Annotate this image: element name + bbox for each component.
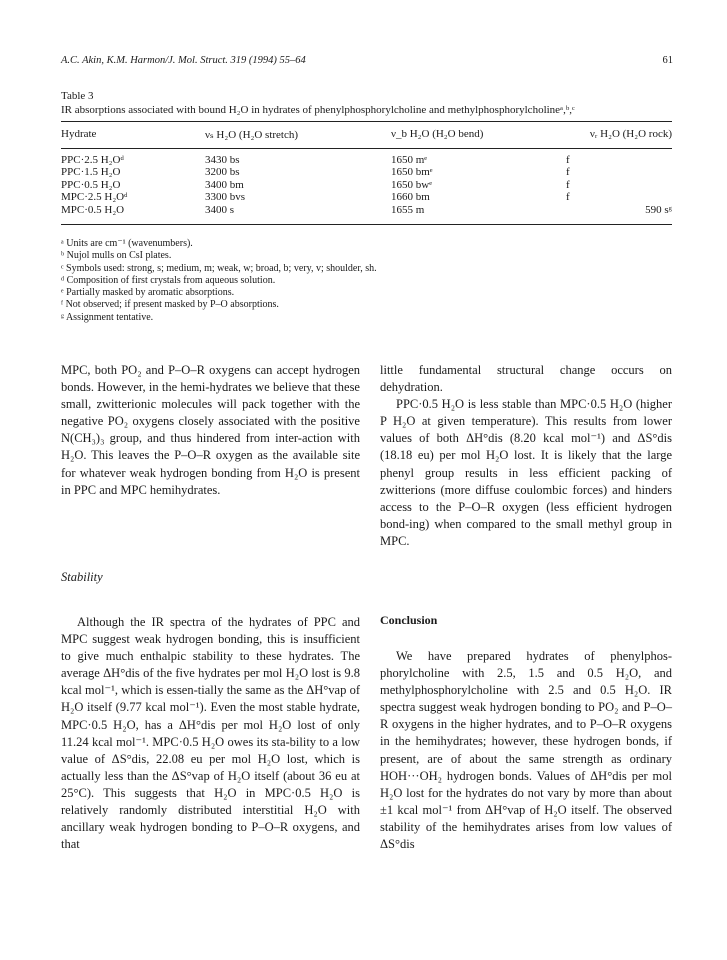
cell-rock: 590 sᵍ: [645, 203, 672, 216]
table-body: [61, 154, 672, 216]
cell-bend: 1650 mᵉ: [391, 154, 428, 166]
cell-rock: f: [566, 154, 570, 166]
paragraph: We have prepared hydrates of phenylphos-phorylcholine with 2.5, 1.5 and 0.5 H₂O, and methylphosphorylcholine with 2.5 and 0.5 H₂O. IR spectra suggest weak hydrogen bonding to PO₂ and P–O–R oxygens in the higher hydrates, and to P–O–R oxygens in the hemihydrates; however, these hydrogen bonds, if present, are of about the same strength as ordinary HOH···OH₂ hydrogen bonds. Values of ΔH°dis per mol H₂O lost for the hydrates do not vary by more than about ±1 kcal mol⁻¹ from ΔH°vap of H₂O itself. The observed stability of the hemihydrates arises from low values of ΔS°dis: [380, 649, 672, 852]
table-header-row: [61, 128, 672, 142]
cell-bend: 1660 bm: [391, 191, 430, 204]
footnote-c: ᶜ Symbols used: strong, s; medium, m; weak, w; broad, b; very, v; shoulder, sh.: [61, 262, 377, 274]
table-row: [61, 204, 672, 216]
paragraph: little fundamental structural change occurs on dehydration.: [380, 363, 672, 395]
paragraph: PPC·0.5 H₂O is less stable than MPC·0.5 H₂O (higher P H₂O at given temperature). This results from lower values of both ΔH°dis (8.20 kcal mol⁻¹) and ΔS°dis (18.18 eu) per mol H₂O lost. It is likely that the large phenyl group results in less efficient packing of zwitterions (more diffuse coulombic forces) and hinders access to the P–O–R oxygen (less efficient hydrogen bond-ing) when compared to the small methyl group in MPC.: [380, 397, 672, 548]
cell-bend: 1655 m: [391, 203, 425, 216]
cell-rock: f: [566, 191, 570, 204]
cell-stretch: 3300 bvs: [205, 191, 246, 204]
cell-stretch: 3400 bm: [205, 178, 244, 191]
cell-rock: f: [566, 178, 570, 191]
cell-stretch: 3400 s: [205, 203, 235, 216]
table-bottom-rule: [61, 224, 672, 225]
cell-bend: 1650 bwᵉ: [391, 178, 433, 191]
left-column-para2: [61, 614, 360, 853]
table-header-rule: [61, 148, 672, 149]
footnote-d: ᵈ Composition of first crystals from aqueous solution.: [61, 274, 276, 286]
cell-rock: f: [566, 166, 570, 179]
cell-bend: 1650 bmᵉ: [391, 166, 433, 179]
cell-hydrate: PPC·1.5 H₂O: [61, 166, 121, 179]
footnote-g: ᵍ Assignment tentative.: [61, 311, 154, 323]
section-heading-stability: Stability: [61, 570, 103, 584]
cell-hydrate: MPC·2.5 H₂Oᵈ: [61, 191, 128, 204]
footnote-f: ᶠ Not observed; if present masked by P–O absorptions.: [61, 299, 279, 311]
table-row: [61, 191, 672, 203]
paragraph: MPC, both PO₂ and P–O–R oxygens can accept hydrogen bonds. However, in the hemi-hydrates we believe that these small, zwitterionic molecules will pack together with the negative PO₂ oxygens closely associated with the positive N(CH₃)₃ group, and thus hindered from inter-action with H₂O. This leaves the P–O–R oxygen as the available site for whatever weak hydrogen bonding from H₂O is present in PPC and MPC hemihydrates.: [61, 363, 360, 497]
right-column-para1: [380, 362, 672, 550]
table-row: [61, 154, 672, 166]
table-row: [61, 179, 672, 191]
column-header-stretch: νₛ H₂O (H₂O stretch): [205, 129, 299, 141]
right-column-para3: [380, 648, 672, 853]
cell-stretch: 3200 bs: [205, 166, 240, 179]
table-top-rule: [61, 121, 672, 122]
column-header-bend: ν_b H₂O (H₂O bend): [391, 128, 484, 140]
footnote-a: ᵃ Units are cm⁻¹ (wavenumbers).: [61, 238, 193, 249]
footnote-e: ᵉ Partially masked by aromatic absorptions.: [61, 287, 235, 299]
table-footnotes: [61, 238, 672, 324]
journal-citation: A.C. Akin, K.M. Harmon/J. Mol. Struct. 319 (1994) 55–64: [61, 55, 306, 66]
footnote-b: ᵇ Nujol mulls on CsI plates.: [61, 250, 172, 262]
column-header-hydrate: Hydrate: [61, 128, 97, 140]
table-caption: IR absorptions associated with bound H₂O in hydrates of phenylphosphorylcholine and methylphosphorylcholineᵃ,ᵇ,ᶜ: [61, 104, 575, 116]
section-heading-conclusion: Conclusion: [380, 613, 438, 627]
left-column-para1: [61, 362, 360, 499]
cell-stretch: 3430 bs: [205, 154, 240, 166]
cell-hydrate: MPC·0.5 H₂O: [61, 203, 125, 216]
paragraph: Although the IR spectra of the hydrates of PPC and MPC suggest weak hydrogen bonding, this is insufficient to give much enthalpic stability to these hydrates. The average ΔH°dis of the five hydrates per mol H₂O lost is 9.8 kcal mol⁻¹, which is essen-tially the same as the ΔH°vap of H₂O itself (9.77 kcal mol⁻¹). Even the most stable hydrate, MPC·0.5 H₂O, has a ΔH°dis per mol H₂O lost of only 11.24 kcal mol⁻¹. MPC·0.5 H₂O owes its sta-bility to a low value of ΔS°dis, 22.08 eu per mol H₂O lost, which is actually less than the ΔS°vap of H₂O itself (about 36 eu at 25°C). This suggests that H₂O in MPC·0.5 H₂O is relatively randomly distributed interstitial H₂O with ancillary weak hydrogen bonding to P–O–R oxygens, and that: [61, 615, 360, 852]
running-header: [61, 55, 673, 66]
page-number: 61: [662, 55, 673, 66]
column-header-rock: νᵣ H₂O (H₂O rock): [589, 128, 672, 140]
cell-hydrate: PPC·2.5 H₂Oᵈ: [61, 154, 124, 166]
table-row: [61, 166, 672, 178]
table-label: Table 3: [61, 90, 94, 102]
cell-hydrate: PPC·0.5 H₂O: [61, 178, 121, 191]
